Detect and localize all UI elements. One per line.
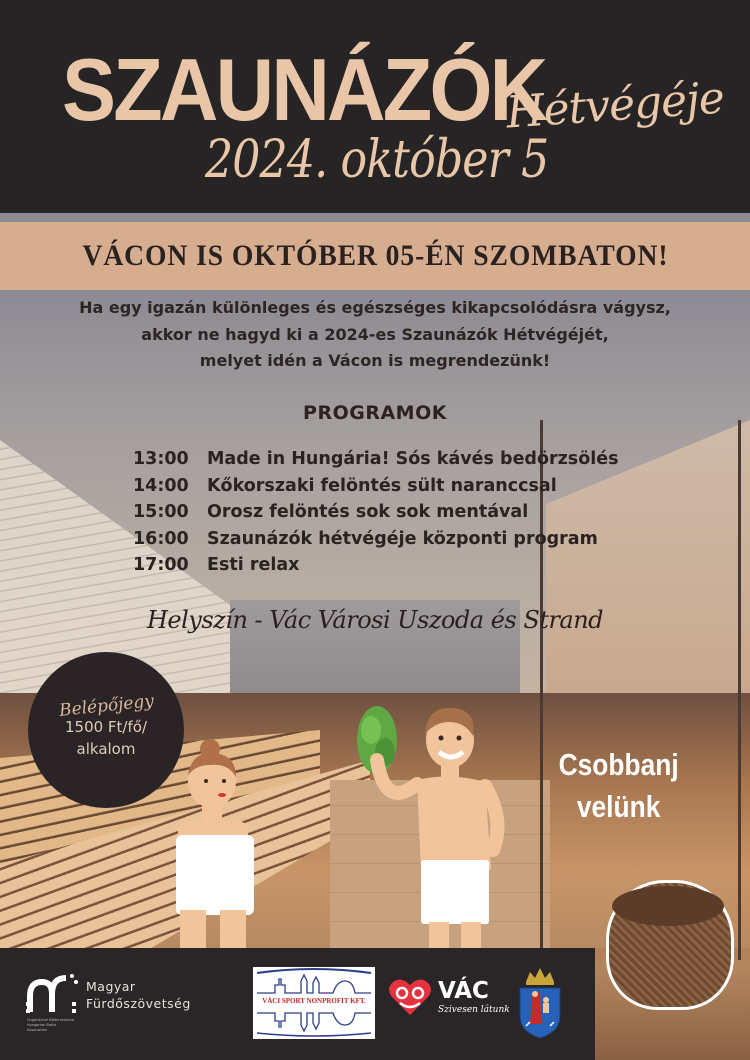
- vac-name: VÁC: [438, 977, 489, 1004]
- title-script: Hétvégéje: [504, 72, 726, 139]
- mfsz-logo-icon: [26, 972, 78, 1016]
- mfsz-sub-1: Ungarischer Bäderverband: [27, 1018, 75, 1022]
- program-time: 16:00: [133, 528, 189, 549]
- program-name: Made in Hungária! Sós kávés bedörzsölés: [207, 449, 619, 470]
- sponsor-vac: [388, 977, 510, 1017]
- ticket-price: 1500 Ft/fő/: [64, 718, 148, 736]
- programs-title: PROGRAMOK: [303, 402, 447, 424]
- program-time: 14:00: [133, 475, 189, 496]
- header: [0, 0, 750, 213]
- program-time: 15:00: [133, 502, 189, 523]
- mfsz-sub-2: Hungarian Baths Association: [27, 1023, 57, 1032]
- splash-line-2: velünk: [576, 789, 661, 824]
- intro-line: melyet idén a Vácon is megrendezünk!: [199, 351, 551, 370]
- mfsz-subtitle: [27, 1018, 77, 1033]
- program-item: [133, 499, 619, 526]
- program-item: [133, 473, 619, 500]
- program-time: 17:00: [133, 555, 189, 576]
- banner-text: VÁCON IS OKTÓBER 05-ÉN SZOMBATON!: [81, 239, 669, 272]
- program-time: 13:00: [133, 449, 189, 470]
- program-item: [133, 552, 619, 579]
- divider: [0, 213, 750, 222]
- sponsor-magyar-furdoszovetseg: [26, 972, 191, 1016]
- splash-slogan: [559, 744, 679, 828]
- event-date: 2024. október 5: [205, 130, 549, 190]
- date-banner: [0, 222, 750, 290]
- woman-illustration: [170, 735, 280, 950]
- splash-line-1: Csobbanj: [558, 747, 679, 782]
- man-illustration: [355, 700, 525, 950]
- ticket-label: Belépőjegy: [57, 691, 155, 721]
- program-item: [133, 446, 619, 473]
- vac-coat-of-arms-icon: [516, 964, 564, 1039]
- program-name: Kőkorszaki felöntés sült naranccsal: [207, 475, 557, 496]
- vaci-sport-name: VÁCI SPORT NONPROFIT KFT.: [262, 997, 366, 1005]
- intro-line: Ha egy igazán különleges és egészséges kikapcsolódásra vágysz,: [79, 298, 671, 317]
- intro-text: [0, 295, 750, 375]
- mfsz-line-2: Fürdőszövetség: [86, 996, 191, 1011]
- title-main: SZAUNÁZÓK: [62, 40, 546, 139]
- glass-door-frame: [738, 420, 741, 960]
- ticket-unit: alkalom: [76, 740, 136, 758]
- program-item: [133, 526, 619, 553]
- sponsor-vaci-sport: [253, 967, 375, 1039]
- program-name: Szaunázók hétvégéje központi program: [207, 528, 598, 549]
- program-name: Orosz felöntés sok sok mentával: [207, 502, 529, 523]
- basket-contents: [612, 886, 724, 926]
- mfsz-line-1: Magyar: [86, 979, 136, 994]
- vac-tagline: Szivesen látunk: [438, 1004, 510, 1015]
- ticket-badge: [28, 652, 184, 808]
- program-name: Esti relax: [207, 555, 300, 576]
- location-text: Helyszín - Vác Városi Uszoda és Strand: [146, 606, 604, 634]
- intro-line: akkor ne hagyd ki a 2024-es Szaunázók Hétvégéjét,: [141, 324, 609, 344]
- vac-heart-icon: [388, 977, 432, 1017]
- program-list: [133, 446, 619, 579]
